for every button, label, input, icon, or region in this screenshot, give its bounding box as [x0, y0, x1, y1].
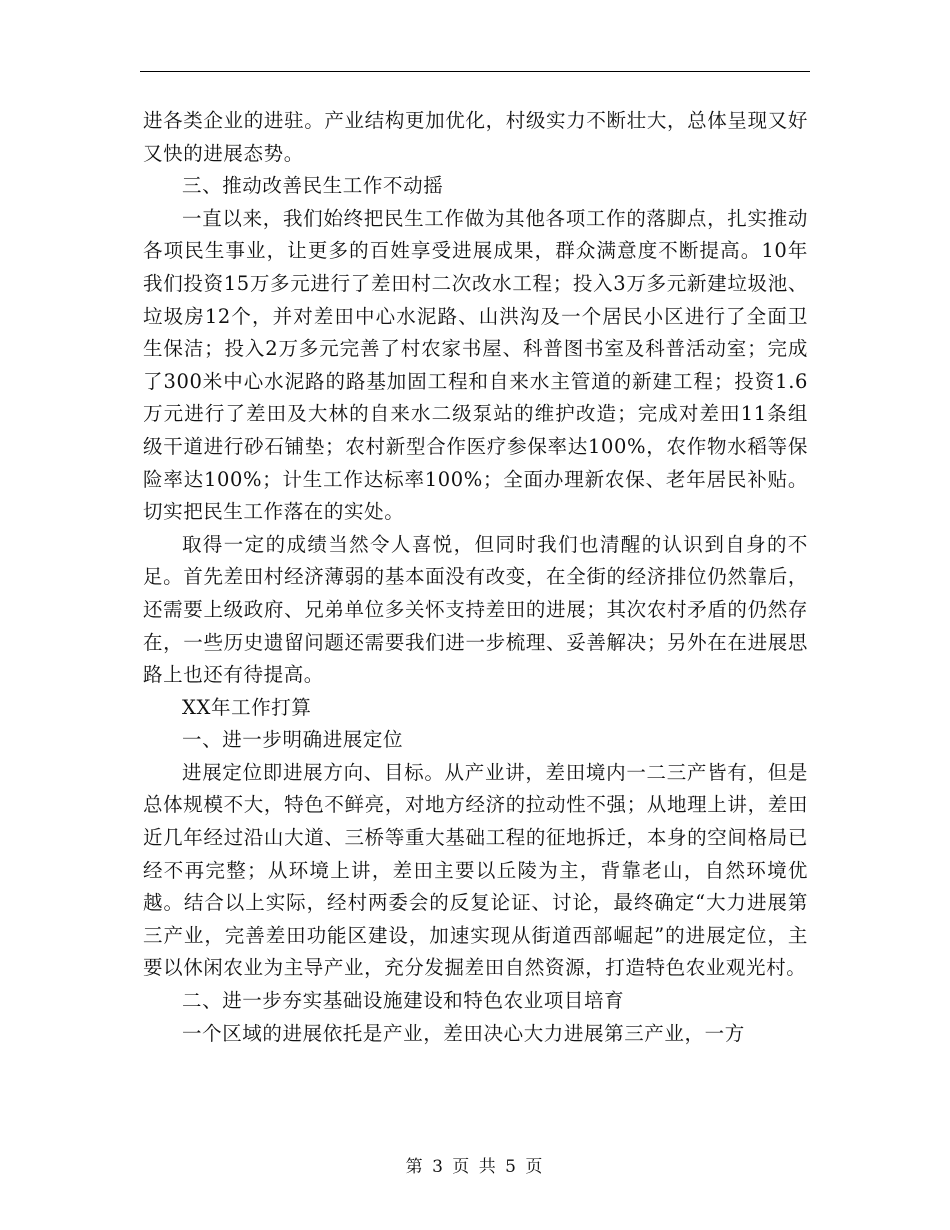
section-heading-1: 一、进一步明确进展定位 — [182, 728, 404, 752]
paragraph-2: 一直以来，我们始终把民生工作做为其他各项工作的落脚点，扎实推动各项民生事业，让更多的百姓享受进展成果，群众满意度不断提高。10年我们投资15万多元进行了差田村二次改水工程；投入3万多元新建垃圾池、垃圾房12个，并对差田中心水泥路、山洪沟及一个居民小区进行了全面卫生保洁；投入2万多元完善了村农家书屋、科普图书室及科普活动室；完成了300米中心水泥路的路基加固工程和自来水主管道的新建工程；投资1.6万元进行了差田及大林的自来水二级泵站的维护改造；完成对差田11条组级干道进行砂石铺垫；农村新型合作医疗参保率达100%，农作物水稻等保险率达100%；计生工作达标率100%；全面办理新农保、老年居民补贴。切实把民生工作落在的实处。 — [143, 206, 808, 524]
section-heading-3: 三、推动改善民生工作不动摇 — [182, 174, 444, 198]
paragraph-5: 一个区域的进展依托是产业，差田决心大力进展第三产业，一方 — [182, 1021, 745, 1045]
page-number-footer: 第 3 页 共 5 页 — [405, 1157, 545, 1177]
section-heading-plan: XX年工作打算 — [182, 695, 312, 719]
paragraph-4: 进展定位即进展方向、目标。从产业讲，差田境内一二三产皆有，但是总体规模不大，特色不鲜亮，对地方经济的拉动性不强；从地理上讲，差田近几年经过沿山大道、三桥等重大基础工程的征地拆迁，本身的空间格局已经不再完整；从环境上讲，差田主要以丘陵为主，背靠老山，自然环境优越。结合以上实际，经村两委会的反复论证、讨论，最终确定“大力进展第三产业，完善差田功能区建设，加速实现从街道西部崛起”的进展定位，主要以休闲农业为主导产业，充分发掘差田自然资源，打造特色农业观光村。 — [143, 760, 808, 980]
paragraph-3: 取得一定的成绩当然令人喜悦，但同时我们也清醒的认识到自身的不足。首先差田村经济薄弱的基本面没有改变，在全街的经济排位仍然靠后，还需要上级政府、兄弟单位多关怀支持差田的进展；其次农村矛盾的仍然存在，一些历史遗留问题还需要我们进一步梳理、妥善解决；另外在在进展思路上也还有待提高。 — [143, 532, 808, 687]
document-body — [143, 105, 808, 1050]
header-rule — [140, 71, 810, 72]
section-heading-2: 二、进一步夯实基础设施建设和特色农业项目培育 — [182, 989, 625, 1013]
paragraph-1: 进各类企业的进驻。产业结构更加优化，村级实力不断壮大，总体呈现又好又快的进展态势。 — [143, 109, 808, 165]
